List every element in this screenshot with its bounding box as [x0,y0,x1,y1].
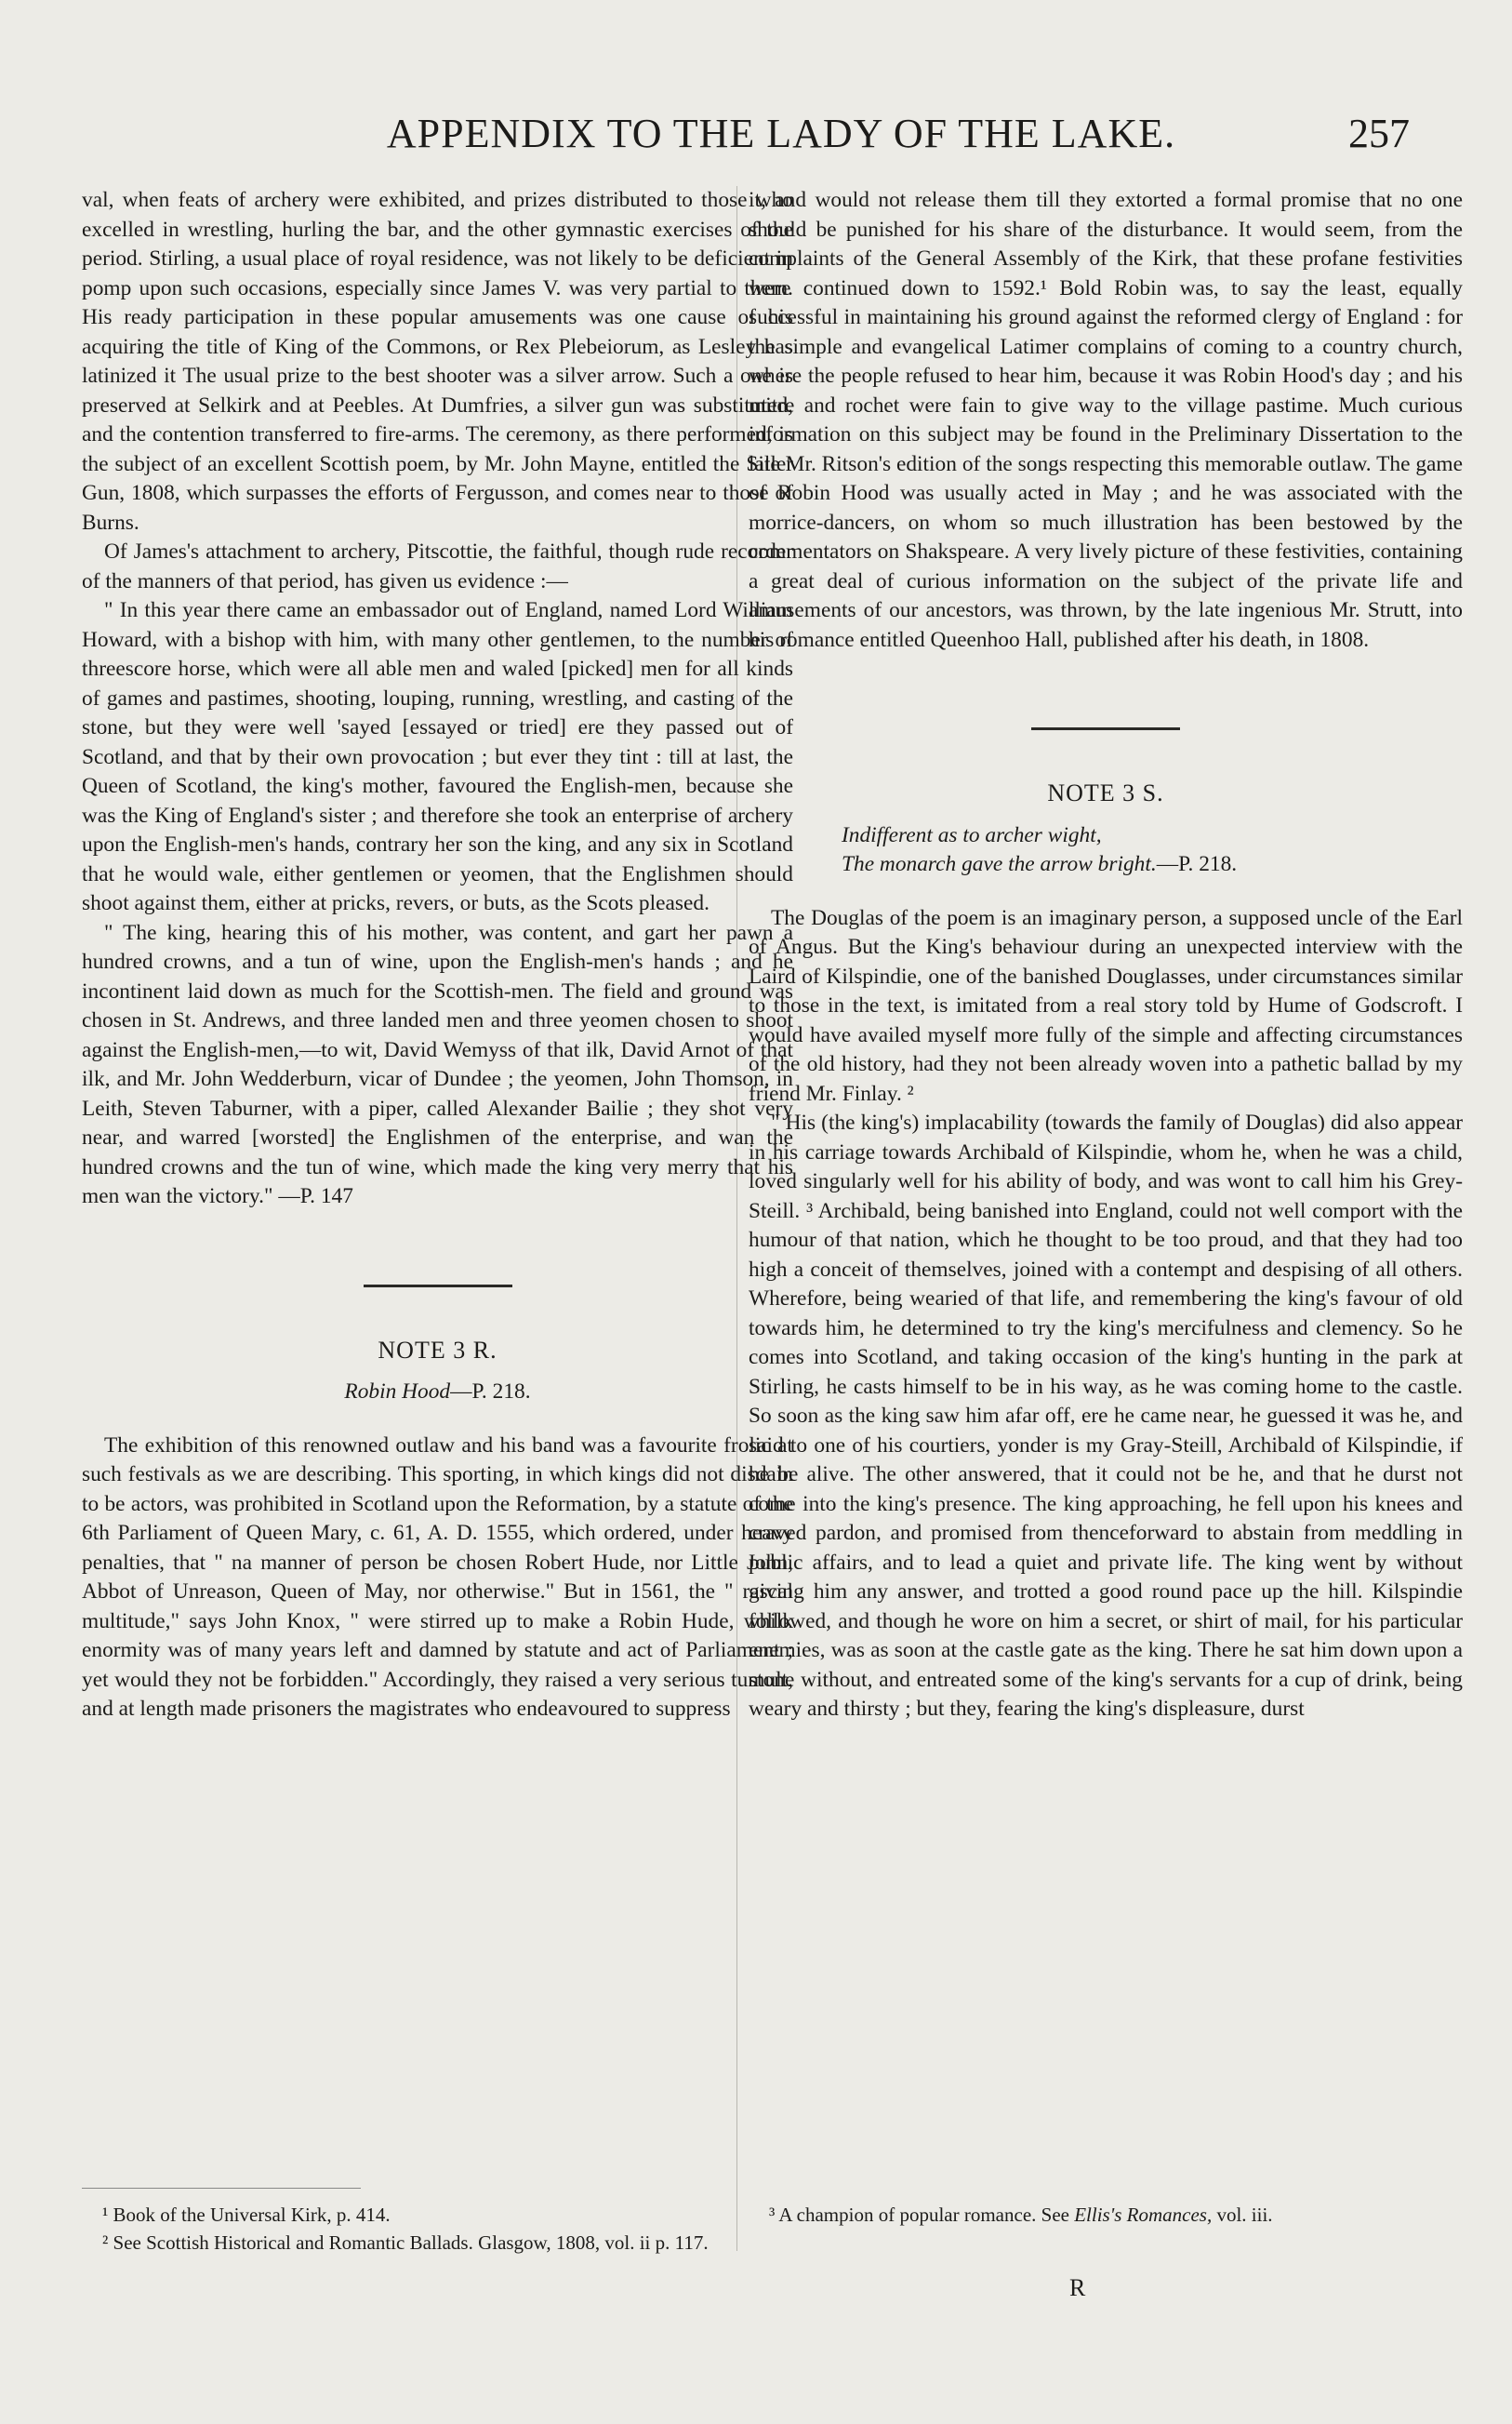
quotation: " In this year there came an embassador out of England, named Lord William Howard, with a bishop with him, with many other gentlemen, to the number of threescore horse, which were all able men and waled [picked] men for all kinds of games and pastimes, shooting, louping, running, wrestling, and casting of the stone, but they were well 'sayed [essayed or tried] ere they passed out of Scotland, and that by their own provocation ; but ever they tint : till at last, the Queen of Scotland, the king's mother, favoured the English-men, because she was the King of England's sister ; and therefore she took an enterprise of archery upon the English-men's hands, contrary her son the king, and any six in Scotland that he would wale, either gentlemen or yeomen, that the Englishmen should shoot against them, either at pricks, revers, or buts, as the Scots pleased. [82,598,793,915]
footnote-rule [82,2188,361,2189]
verse-line-ref: —P. 218. [1156,852,1238,876]
quotation: " The king, hearing this of his mother, was content, and gart her pawn a hundred crowns, and a tun of wine, upon the English-men's hands ; and he incontinent laid down as much for the Scottish-men. The field and ground was chosen in St. Andrews, and three landed men and three yeomen chosen to shoot against the English-men,—to wit, David Wemyss of that ilk, David Arnot of that ilk, and Mr. John Wedderburn, vicar of Dundee ; the yeomen, John Thomson, in Leith, Steven Taburner, with a piper, called Alexander Bailie ; they shot very near, and warred [worsted] the Englishmen of the enterprise, and wan the hundred crowns and the tun of wine, which made the king very merry that his men wan the victory." —P. 147 [82,920,793,1208]
page-header [0,110,1512,175]
paragraph: The Douglas of the poem is an imaginary person, a supposed uncle of the Earl of Angus. But the King's behaviour during an unexpected interview with the Laird of Kilspindie, one of the banished Douglasses, under circumstances similar to those in the text, is imitated from a real story told by Hume of Godscroft. I would have availed myself more fully of the simple and affecting circumstances of the old history, had they not been already woven into a pathetic ballad by my friend Mr. Finlay. ² [749,905,1463,1106]
footnote-title: Ellis's Romances, [1074,2204,1213,2226]
verse-line: Indifferent as to archer wight, [842,822,1102,847]
paragraph: Of James's attachment to archery, Pitscottie, the faithful, though rude recorder of the manners of that period, has given us evidence :— [82,539,793,593]
footnote-text: ³ A champion of popular romance. See [769,2204,1075,2226]
note-subheading [82,1378,793,1407]
page-number: 257 [1348,111,1410,156]
note-heading: NOTE 3 R. [378,1336,497,1364]
running-title: APPENDIX TO THE LADY OF THE LAKE. [386,111,1176,156]
footnotes-right [749,2201,1463,2229]
footnote: ¹ Book of the Universal Kirk, p. 414. [102,2204,391,2226]
right-column [749,186,1463,1725]
footnote: ² See Scottish Historical and Romantic Ballads. Glasgow, 1808, vol. ii p. 117. [102,2231,709,2254]
note-subheading-ref: —P. 218. [450,1379,531,1404]
signature-mark: R [1069,2274,1086,2301]
paragraph: it, and would not release them till they extorted a formal promise that no one should be punished for his share of the disturbance. It would seem, from the complaints of the General Assembly of the Kirk, that these profane festivities were continued down to 1592.¹ Bold Robin was, to say the least, equally successful in maintaining his ground against the reformed clergy of England : for the simple and evangelical Latimer complains of coming to a country church, where the people refused to hear him, because it was Robin Hood's day ; and his mitre and rochet were fain to give way to the village pastime. Much curious information on this subject may be found in the Preliminary Dissertation to the late Mr. Ritson's edition of the songs respecting this memorable outlaw. The game of Robin Hood was usually acted in May ; and he was associated with the morrice-dancers, on whom so much illustration has been bestowed by the commentators on Shakspeare. A very lively picture of these festivities, containing a great deal of curious information on the subject of the private life and amusements of our ancestors, was thrown, by the late ingenious Mr. Strutt, into his romance entitled Queenhoo Hall, published after his death, in 1808. [749,188,1463,652]
note-subheading-title: Robin Hood [344,1379,451,1404]
footnote-end: vol. iii. [1212,2204,1273,2226]
note-heading: NOTE 3 S. [1047,779,1164,806]
paragraph: val, when feats of archery were exhibited, and prizes distributed to those who excelled in wrestling, hurling the bar, and the other gymnastic exercises of the period. Stirling, a usual place of royal residence, was not likely to be deficient in pomp upon such occasions, especially since James V. was very partial to them. His ready participation in these popular amusements was one cause of his acquiring the title of King of the Commons, or Rex Plebeiorum, as Lesley has latinized it The usual prize to the best shooter was a silver arrow. Such a one is preserved at Selkirk and at Peebles. At Dumfries, a silver gun was substituted, and the contention transferred to fire-arms. The ceremony, as there performed, is the subject of an excellent Scottish poem, by Mr. John Mayne, entitled the Siller Gun, 1808, which surpasses the efforts of Fergusson, and comes near to those of Burns. [82,188,793,535]
verse-line-text: The monarch gave the arrow bright. [842,852,1157,876]
quotation: " His (the king's) implacability (towards the family of Douglas) did also appear in his carriage towards Archibald of Kilspindie, whom he, when he was a child, loved singularly well for his ability of body, and was wont to call him his Grey-Steill. ³ Archibald, being banished into England, could not well comport with the humour of that nation, which he thought to be too proud, and that they had too high a conceit of themselves, joined with a contempt and despising of all others. Wherefore, being wearied of that life, and remembering the king's favour of old towards him, he determined to try the king's mercifulness and clemency. So he comes into Scotland, and taking occasion of the king's hunting in the park at Stirling, he casts himself to be in his way, as he was coming home to the castle. So soon as the king saw him afar off, ere he came near, he guessed it was he, and said to one of his courtiers, yonder is my Gray-Steill, Archibald of Kilspindie, if he be alive. The other answered, that it could not be he, and that he durst not come into the king's presence. The king approaching, he fell upon his knees and craved pardon, and promised from thenceforward to abstain from meddling in public affairs, and to lead a quiet and private life. The king went by without giving him any answer, and trotted a good round pace up the hill. Kilspindie followed, and though he wore on him a secret, or shirt of mail, for his particular enemies, was as soon at the castle gate as the king. There he sat him down upon a stone without, and entreated some of the king's servants for a cup of drink, being weary and thirsty ; but they, fearing the king's displeasure, durst [749,1111,1463,1721]
left-column [82,186,793,1725]
paragraph: The exhibition of this renowned outlaw and his band was a favourite frolic at such festivals as we are describing. This sporting, in which kings did not disdain to be actors, was prohibited in Scotland upon the Reformation, by a statute of the 6th Parliament of Queen Mary, c. 61, A. D. 1555, which ordered, under heavy penalties, that " na manner of person be chosen Robert Hude, nor Little John, Abbot of Unreason, Queen of May, nor otherwise." But in 1561, the " rascal multitude," says John Knox, " were stirred up to make a Robin Hude, whilk enormity was of many years left and damned by statute and act of Parliament ; yet would they not be forbidden." Accordingly, they raised a very serious tumult, and at length made prisoners the magistrates who endeavoured to suppress [82,1432,793,1721]
verse-line [749,850,1463,880]
footnotes-left [82,2201,737,2257]
footnote [749,2201,1463,2229]
